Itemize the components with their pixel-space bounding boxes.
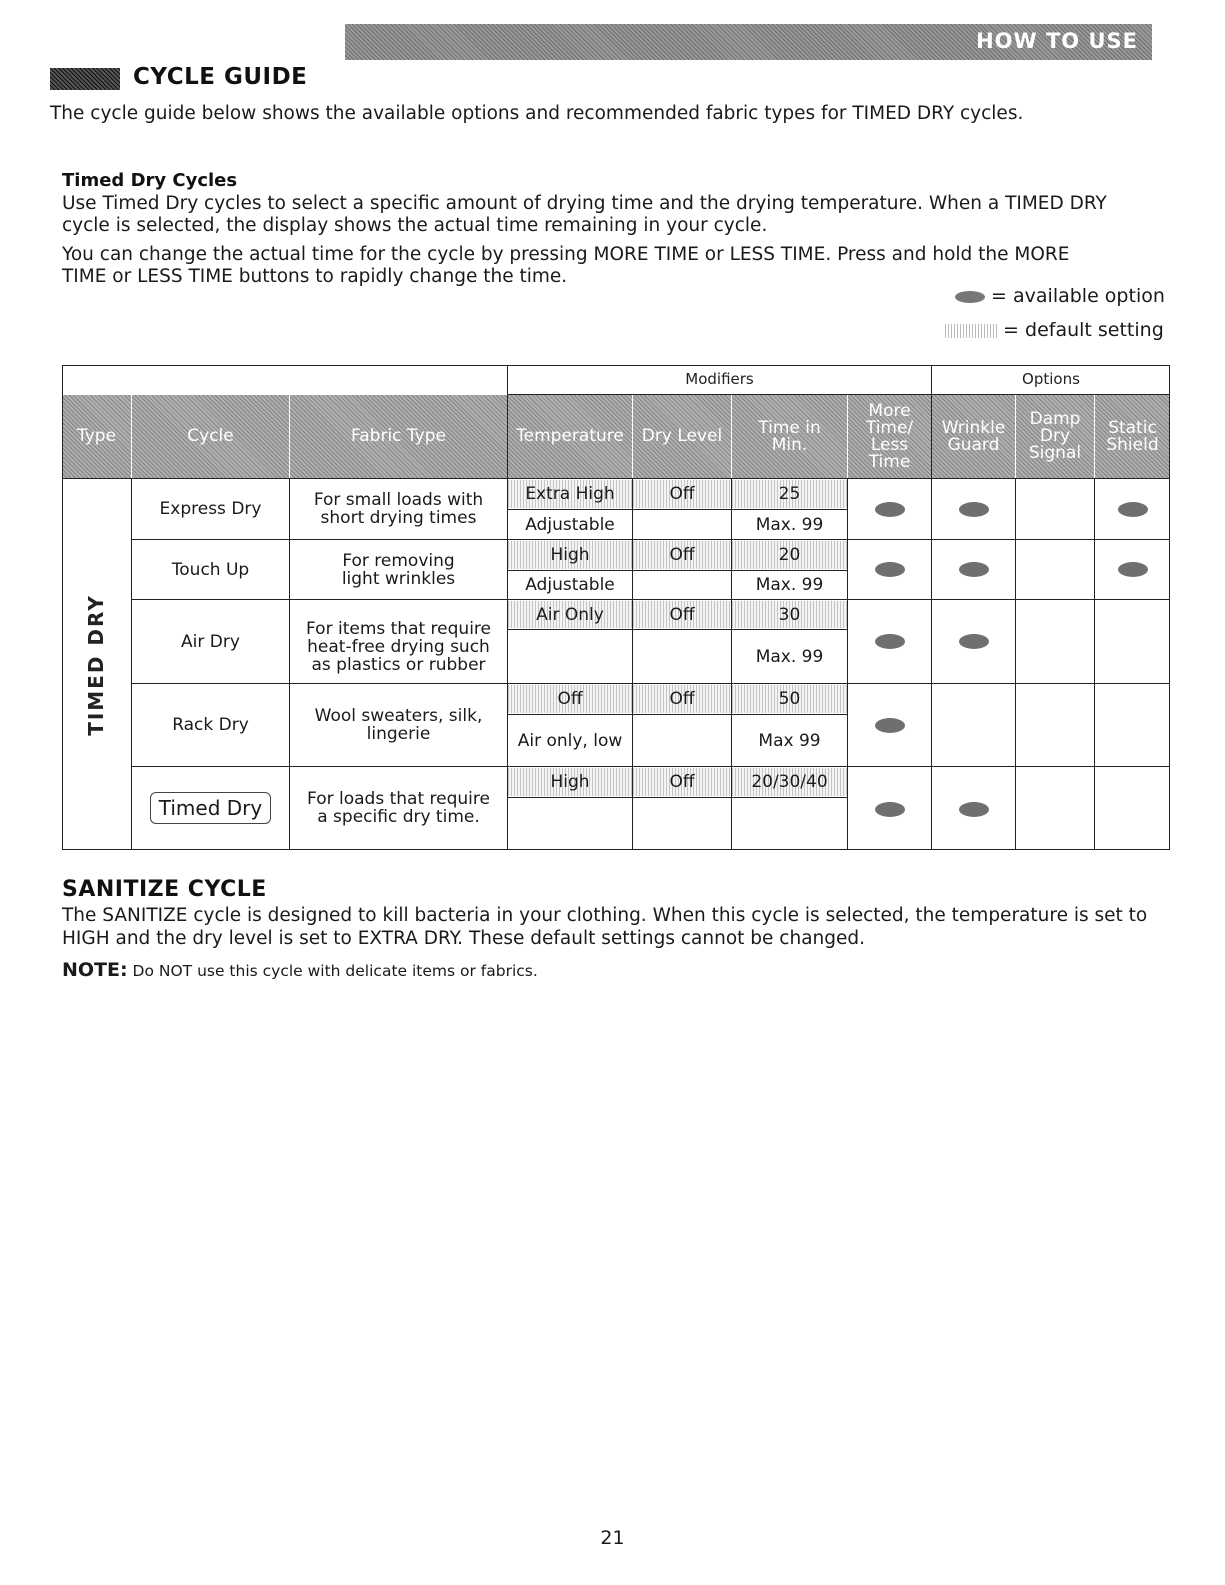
header-more-less-time: More Time/ Less Time	[848, 395, 931, 478]
type-label: TIMED DRY	[84, 594, 109, 736]
temp-alt: Adjustable	[525, 514, 615, 535]
subrow-divider	[508, 509, 847, 510]
temp-default: High	[508, 541, 632, 569]
col-divider	[731, 478, 732, 850]
fabric-timed-dry: For loads that require a specific dry time.	[307, 789, 490, 827]
banner-title: HOW TO USE	[976, 29, 1138, 53]
wrinkle-guard-available-icon	[959, 562, 989, 577]
sanitize-heading: SANITIZE CYCLE	[62, 877, 267, 902]
fabric-touch-up: For removing light wrinkles	[341, 550, 456, 589]
temp-default: Off	[508, 685, 632, 713]
more-less-time-available-icon	[875, 562, 905, 577]
col-divider	[507, 365, 508, 850]
sanitize-note	[62, 959, 538, 983]
temp-alt: Air only, low	[517, 730, 623, 751]
section-banner	[345, 24, 1152, 60]
modifiers-group-header: Modifiers	[685, 370, 754, 388]
wrinkle-guard-available-icon	[959, 634, 989, 649]
legend-default	[945, 319, 1164, 341]
dry-level-alt	[633, 715, 731, 766]
dry-level-alt	[633, 510, 731, 539]
more-less-time-available-icon	[875, 634, 905, 649]
time-default: 50	[732, 685, 847, 713]
header-static-shield: Static Shield	[1095, 395, 1170, 478]
header-divider	[62, 478, 1170, 479]
sanitize-line1: The SANITIZE cycle is designed to kill bacteria in your clothing. When this cycle is selected, the temperature is set to	[62, 905, 1148, 926]
cycle-timed-dry-cell	[132, 767, 289, 849]
time-alt: Max. 99	[755, 514, 824, 535]
header-type: Type	[62, 395, 131, 478]
group-divider	[508, 394, 1170, 395]
cycle-table	[62, 365, 1170, 850]
heading-marker	[50, 68, 120, 90]
header-damp-dry-signal: Damp Dry Signal	[1016, 395, 1094, 478]
legend-available	[955, 285, 1165, 307]
more-less-time-available-icon	[875, 802, 905, 817]
available-option-icon	[955, 291, 985, 303]
time-alt: Max 99	[758, 730, 821, 751]
table-border-left	[62, 365, 63, 850]
wrinkle-guard-available-icon	[959, 802, 989, 817]
cycle-express-dry: Express Dry	[159, 499, 262, 519]
temp-default: Extra High	[508, 480, 632, 508]
col-divider	[1094, 478, 1095, 850]
col-divider	[1015, 478, 1016, 850]
temp-default: Air Only	[508, 601, 632, 628]
time-default: 20/30/40	[732, 768, 847, 796]
note-label: NOTE:	[62, 959, 128, 981]
dry-level-default: Off	[633, 768, 731, 796]
sanitize-line2: HIGH and the dry level is set to EXTRA DRY. These default settings cannot be changed.	[62, 928, 866, 949]
time-alt: Max. 99	[755, 646, 824, 667]
table-border-top	[62, 365, 1170, 366]
col-divider	[632, 478, 633, 850]
dry-level-default: Off	[633, 685, 731, 713]
timed-dry-p2-line1: You can change the actual time for the cycle by pressing MORE TIME or LESS TIME. Press and hold the MORE	[62, 244, 1070, 265]
timed-dry-p1-line2: cycle is selected, the display shows the actual time remaining in your cycle.	[62, 215, 768, 236]
header-wrinkle-guard: Wrinkle Guard	[932, 395, 1015, 478]
time-default: 20	[732, 541, 847, 569]
note-text: Do NOT use this cycle with delicate items or fabrics.	[132, 962, 538, 980]
table-border-right	[1169, 365, 1170, 850]
subrow-divider	[508, 629, 847, 630]
dry-level-alt	[633, 630, 731, 683]
wrinkle-guard-available-icon	[959, 502, 989, 517]
temp-alt: Adjustable	[525, 575, 615, 595]
cycle-rack-dry: Rack Dry	[172, 715, 249, 735]
time-alt: Max. 99	[755, 575, 824, 595]
timed-dry-heading: Timed Dry Cycles	[62, 170, 238, 191]
more-less-time-available-icon	[875, 718, 905, 733]
dry-level-alt	[633, 571, 731, 599]
cycle-air-dry: Air Dry	[181, 631, 240, 652]
fabric-rack-dry: Wool sweaters, silk, lingerie	[314, 706, 483, 744]
header-temperature: Temperature	[508, 395, 632, 478]
header-cycle: Cycle	[132, 395, 289, 478]
col-divider	[289, 478, 290, 850]
cycle-timed-dry: Timed Dry	[150, 792, 271, 824]
temp-default: High	[508, 768, 632, 796]
col-divider	[847, 478, 848, 850]
col-divider	[931, 365, 932, 850]
dry-level-default: Off	[633, 601, 731, 628]
cycle-guide-intro: The cycle guide below shows the available options and recommended fabric types for TIMED DRY cycles.	[50, 103, 1024, 124]
temp-alt	[508, 630, 632, 683]
default-setting-icon	[945, 324, 997, 338]
dry-level-default: Off	[633, 480, 731, 508]
cycle-guide-heading: CYCLE GUIDE	[133, 64, 308, 90]
header-fabric-type: Fabric Type	[290, 395, 507, 478]
timed-dry-p2-line2: TIME or LESS TIME buttons to rapidly change the time.	[62, 266, 568, 287]
dry-level-default: Off	[633, 541, 731, 569]
col-divider	[131, 478, 132, 850]
fabric-air-dry: For items that require heat-free drying such as plastics or rubber	[306, 618, 491, 675]
legend-available-text: = available option	[991, 285, 1165, 307]
subrow-divider	[508, 570, 847, 571]
static-shield-available-icon	[1118, 562, 1148, 577]
header-time-in-min: Time in Min.	[732, 395, 847, 478]
subrow-divider	[508, 797, 847, 798]
static-shield-available-icon	[1118, 502, 1148, 517]
subrow-divider	[508, 714, 847, 715]
page-number: 21	[600, 1527, 625, 1549]
fabric-express-dry: For small loads with short drying times	[313, 490, 484, 528]
cycle-touch-up: Touch Up	[171, 559, 250, 580]
table-border-bottom	[62, 849, 1170, 850]
more-less-time-available-icon	[875, 502, 905, 517]
header-dry-level: Dry Level	[633, 395, 731, 478]
time-default: 30	[732, 601, 847, 628]
time-default: 25	[732, 480, 847, 508]
legend-default-text: = default setting	[1003, 319, 1164, 341]
timed-dry-p1-line1: Use Timed Dry cycles to select a specific amount of drying time and the drying temperature. When a TIMED DRY	[62, 193, 1107, 214]
options-group-header: Options	[1022, 370, 1080, 388]
